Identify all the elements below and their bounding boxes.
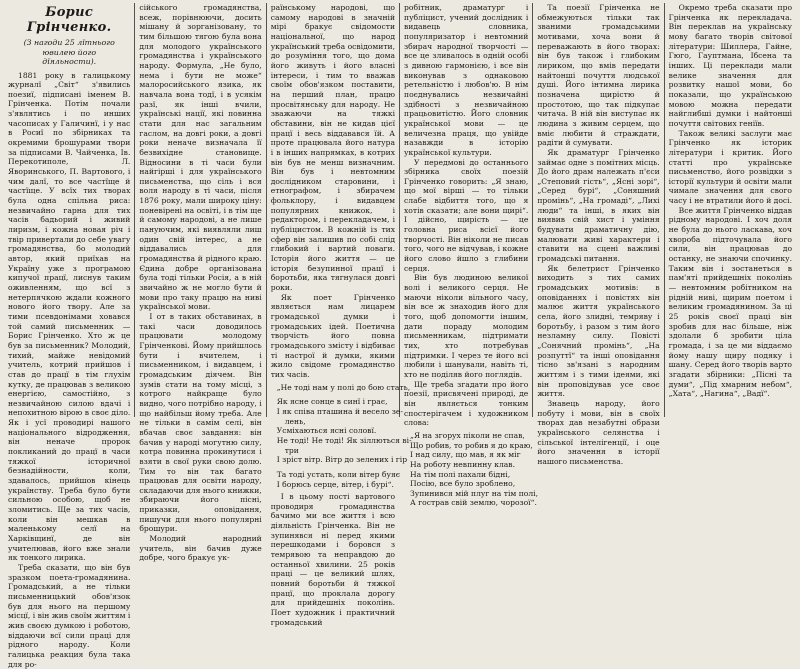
paragraph: Також великі заслуги має Грінченко як історик літератури і критик. Його статті про українське письменство, його розвідки з історії культури й освіти мали чимале значення для свого часу і не втратили його й досі. bbox=[668, 128, 793, 206]
paragraph: Він був людиною великої волі і великого серця. Не маючи ніколи вільного часу, він все ж знаходив його для того, щоб допомогти іншим, дати пораду молодим письменникам, підтримати тих, хто потребував підтримки. І через те його всі любили і шанували, навіть ті, хто не поділяв його поглядів. bbox=[404, 273, 529, 379]
paragraph: І от в таких обставинах, в такі часи доводилось працювати молодому Грінченкові. Йому прийшлось бути і вчителем, і письменником, і видавцем, і громадським діячем. Він зумів стати на тому місці, з котрого найкраще було видно, чого потрібно народу, і що найбільш йому треба. Але не тільки в самім селі, він вбачав своє завдання: він бачив у народі могутню силу, котра повинна прокинутися і взяти в свої руки свою долю. Тим то він так багато працював для освіти народу, складаючи для нього книжки, збираючи його пісні, приказки, оповідання, пишучи для нього популярні брошури. bbox=[139, 312, 262, 534]
poem-line: Зупинився мій плуг на тім полі, bbox=[410, 488, 539, 498]
poem-line: І борюсь серце, вітер, і бурі“. bbox=[276, 479, 394, 489]
poem-line: На тім полі пахали бідні, bbox=[410, 469, 511, 479]
paragraph: Все життя Грінченко віддав рідному народові. І хоч доля не була до нього ласкава, хоч хвороба підточувала його сили, він працював до останку, не знаючи спочинку. Таким він і зостанеться в пам'яті прийдешніх поколінь — невтомним робітником на рідній ниві, щирим поетом і великим громадянином. За ці 25 років своєї праці він зробив для нас більше, ніж здолали б зробити ціла громада, і за це ми віддаємо йому нашу щиру подяку і шану. Серед його творів варто згадати збірники: „Пісні та думи“, „Під хмарним небом“, „Хата“, „Нагина“, „Вадї“. bbox=[668, 205, 793, 399]
paragraph: Як поет Грінченко являється нам лицарем громадської думки і громадських ідей. Поетична творчість його повна громадського змісту і відбиває ті настрої й думки, якими жило свідоме громадянство тих часів. bbox=[270, 292, 396, 379]
poem-line: „Не тоді нам у полі до бою стать, bbox=[276, 382, 411, 392]
poem-quote-1 bbox=[271, 382, 412, 490]
poem-line: Що робив, то робив я до краю, bbox=[410, 440, 533, 450]
article-columns bbox=[4, 3, 796, 669]
poem-line: А гострав свій землю, чорозої“. bbox=[410, 498, 537, 508]
poem-line: „Я на згорух піколи не спав, bbox=[410, 430, 525, 440]
paragraph: Молодий народний учитель, він бачив дуже добре, чого бракує ук- bbox=[139, 534, 262, 563]
paragraph: Як драматург Грінченко займає одне з помітних місць. До його драм належать п'єси „Степовий гість“, „Ясні зорі“, „Серед бурі“, „Соняшний промінь“, „На громаді“, „Лихі люди“ та інші, в яких він виявив свій хист і уміння будувати драматичну дію, малювати живі характери і ставити на сцені важливі громадські питання. bbox=[537, 147, 660, 264]
paragraph: сійського громадянства, всеж, порівнюючи, досить мішану й зорганізовану, то тим більшою тягою була вона для молодого українського громадянства і українського народу. Формула, „Не було, нема і бути не може“ малоросийського язика, як навчала вона тодї, і в усякім разї, як інші вчили, українські нації, які повинна стати для нас загальним гаслом, на довгі роки, а довгі роки неначе визначала її безвихідне становище. Відносини в ті часи були найгірші і для українського письменства, що сіль і вся воля народу в ті часи, після 1876 року, мали широку ціну: поневірені на освіті, і в тім ще й самому народові, а не лише пануючим, які виявляли лиш один свій інтерес, а не віддавались для громадянства й рідного краю. Єдина добре організована була тоді тільки Росія, а в ній звичайно ж не могло бути й мови про таку працю на ниві української мови. bbox=[139, 3, 262, 312]
poem-line: Усміхаються ясні соловї. bbox=[276, 426, 377, 436]
column-1 bbox=[4, 3, 135, 669]
poem-line: лень, bbox=[284, 416, 306, 426]
poem-line: На роботу невпинну клав. bbox=[410, 459, 515, 469]
column-2 bbox=[135, 3, 266, 563]
poem-line: три bbox=[284, 445, 299, 455]
paragraph: 1881 року в галицькому журналї „Світ“ з'явились поезиї, підписані іменем В. Грінченка. Потім почали з'являтись і по инших часописах у Галичинї, і у нас в Росиї по збірниках та окремими брошурами твори за підписами В. Чайченка, Ів. Перекотиполе, Л. Яворинського, П. Вартового, і чим далї, то все частїще й частїще. У всїх тих творах була одна спільна риса: незвичайно гарна для тих часів бадьорий і живий лиризм, і кожна новая річ і твір привертали до себе увагу громадянства, бо молодий автор, який приїхав на Україну уже з програмою кипучої працї, лиснув таким оживленням, що всї з нетерпячкою ждали кожного нового його твору. Але за тими псевдонімами ховався той самий письменник — Борис Грінченко. Хто ж це був за письменник? Молодий, тихий, майже невідомий учитель, котрий прийшов і став до працї в тім глухім кутку, де працював з великою енергією, самостійно, з незвичайною силою вдачі і непохитною вірою в своє діло. Як і усї проводирі нашого національного відродження, він неначе пророк покликаний до працї в часи тяжкої історичної безнадійности, коли, здавалось, прийшов кінець українству. Треба було бути сильною особою, щоб не зломитись. Ще за тих часів, коли він мешкав в маленькому селї на Харківщинї, де він учителював, його вже знали як тонкого лирика. bbox=[8, 70, 131, 563]
paragraph: І в цьому пості вартового проводиря громадянства бачимо ми все життя і всю діяльність Грінченка. Він не зупинявся ні перед якими перешкодами і боровся з темрявою та неправдою до останньої хвилини. 25 років праці — це великий шлях, повний боротьби й тяжкої працї, що проклала дорогу для прийдешніх поколінь. Поет художник і практичний громадський bbox=[270, 492, 396, 627]
poem-line: І як співа пташина й весело зе- bbox=[276, 406, 403, 416]
subtitle-line-1: (З нагоди 25 лїтнього ювилею його bbox=[23, 38, 115, 57]
column-3 bbox=[267, 3, 412, 627]
paragraph: Та поезії Грінченка не обмежуються тільки так званими громадськими мотивами, хоча вони й переважають в його творах: він був також і глибоким лириком, що вмів передати найтонші почуття людської душі. Його інтимна лирика позначена щирістю й простотою, що так підкупає читача. В ній він виступає як людина з живим серцем, що вміє любити й страждати, радіти й сумувати. bbox=[537, 3, 660, 148]
poem-line: Посію, все було зроблено, bbox=[410, 479, 516, 489]
paragraph: Окремо треба сказати про Грінченка як перекладача. Він переклав на українську мову багато творів світової літератури: Шиллера, Гайне, Гюго, Гауптмана, Ібсена та інших. Ці переклади мали велике значення для розвитку нашої мови, бо показали, що українською мовою можна передати найглибші думки і найтонші почуття світових геніїв. bbox=[668, 3, 793, 128]
paragraph: Ще треба згадати про його поезії, присвячені природі, де він являється тонким спостерігачем і художником слова: bbox=[404, 379, 529, 428]
paragraph: Як белетрист Грінченко виходить з тих самих громадських мотивів: в оповіданнях і повістях він малює життя українського села, його злидні, темряву і боротьбу, і разом з тим його незламну силу. Повісті „Сонячний промінь“, „На розпуттї“ та інші оповідання тісно зв'язані з народним життям і з тими ідеями, які він проповідував усе своє життя. bbox=[537, 263, 660, 399]
paragraph: У передмові до останнього збірника своїх поезій Грінченко говорить: „Я знаю, що мої вірші — то тільки слабе відбиття того, що я хотів сказати; але вони щирі“. І дійсно, щирість — це головна риса всієї його творчості. Він ніколи не писав того, чого не відчував, і кожне його слово йшло з глибини серця. bbox=[404, 157, 529, 273]
poem-line: Не тоді! Не тоді! Як зіллються ві- bbox=[276, 435, 412, 445]
poem-line: І зріст вітр. Вітр до зелених і гір bbox=[276, 455, 408, 465]
article-title: Борис Грінченко. bbox=[26, 5, 112, 35]
poem-line: Як ясне сонце в синї і грає, bbox=[276, 397, 388, 407]
article-subtitle bbox=[8, 38, 130, 67]
poem-line: Та тоді устать, коли вітер буяє bbox=[276, 469, 401, 479]
column-4 bbox=[400, 3, 539, 508]
paragraph: робітник, драматург і публіцист, учений дослідник і видавець словника, популяризатор і невтомний збирач народної творчості — все це зливалось в одній особі з дивною гармонією, і все він виконував з однаковою ретельністю і любов'ю. В нім поєднувались незвичайні здібності з незвичайною працьовитістю. Його словник української мови — це величезна праця, що увійде назавжди в історію української культури. bbox=[404, 3, 529, 157]
column-6 bbox=[665, 3, 796, 417]
poem-line: І над силу, що мав, я як міг bbox=[410, 450, 521, 460]
paragraph: Знавець народу, його побуту і мови, він в своїх творах дав незабутні образи українського селянства і сільської інтелігенції, і оце його значення в історії нашого письменства. bbox=[537, 398, 660, 466]
paragraph: Треба сказати, що він був зразком поета-громадянина. Громадський, а не тільки письменницький обов'язок був для нього на першому місцї, і він жив своїм життям і жив своєю думкою і роботою, віддаючи всї сили праці для рідного народу. Коли галицька реакция була така для ро- bbox=[8, 562, 131, 669]
poem-quote-2 bbox=[404, 430, 539, 508]
column-5 bbox=[533, 3, 664, 466]
subtitle-line-2: дїяльности). bbox=[42, 57, 97, 66]
paragraph: раїнському народові, що самому народові в значній мірі бракує свідомости національної, що народ український треба освідомити, до розуміння того, що дома його живуть і його власні інтереси, і тим то вважав своїм обов'язком поставити, на перший план, працю просвітянську для народу. Не зважаючи на тяжкі обставини, він не кидав цієї працї і весь віддавався їй. А проте працювала його натура і в інших напрямках, в котрих він був не менш визначним. Він був і невтомним дослідником старовини, і етнографом, і збирачем фольклору, і видавцем популярних книжок, і редактором, і перекладачем, і публіцистом. В кожній із тих сфер він залишив по собі слід глибокий і вартий поваги. Історія його життя — це історія безупинної працї і боротьби, яка тягнулася довгі роки. bbox=[270, 3, 396, 293]
